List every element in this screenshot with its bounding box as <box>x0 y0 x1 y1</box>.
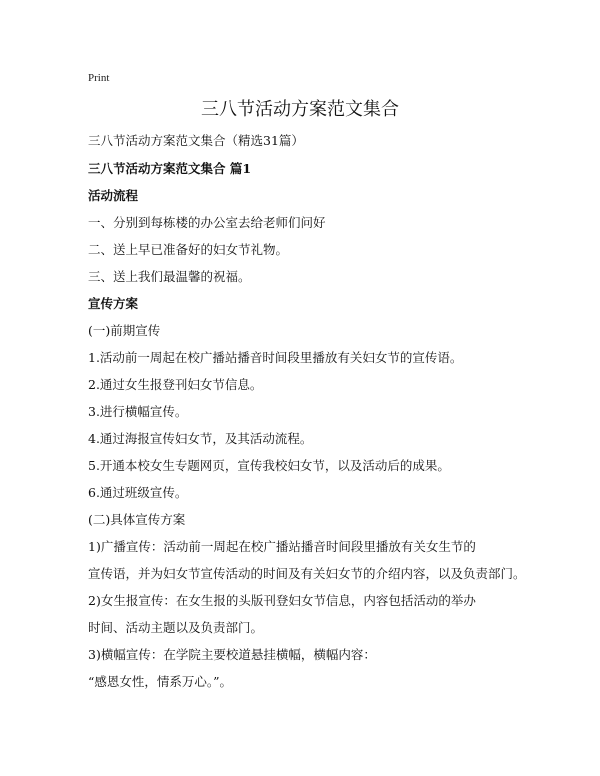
flow-item: 一、分别到每栋楼的办公室去给老师们问好 <box>88 215 326 230</box>
flow-heading: 活动流程 <box>88 188 139 203</box>
specific-promo-line: 3)横幅宣传：在学院主要校道悬挂横幅，横幅内容： <box>88 647 376 662</box>
print-label: Print <box>88 72 110 84</box>
flow-item: 三、送上我们最温馨的祝福。 <box>88 269 251 284</box>
specific-promo-line: 宣传语，并为妇女节宣传活动的时间及有关妇女节的介绍内容，以及负责部门。 <box>88 566 526 581</box>
pre-promo-item: 3.进行横幅宣传。 <box>88 404 188 419</box>
specific-promo-line: 时间、活动主题以及负责部门。 <box>88 620 264 635</box>
promo-heading: 宣传方案 <box>88 296 139 311</box>
specific-promo-line: “感恩女性，情系万心。”。 <box>88 674 233 689</box>
pre-promo-heading: (一)前期宣传 <box>88 323 161 338</box>
page-title: 三八节活动方案范文集合 <box>201 99 399 120</box>
flow-item: 二、送上早已准备好的妇女节礼物。 <box>88 242 289 257</box>
pre-promo-item: 5.开通本校女生专题网页，宣传我校妇女节，以及活动后的成果。 <box>88 458 450 473</box>
pre-promo-item: 4.通过海报宣传妇女节，及其活动流程。 <box>88 431 313 446</box>
specific-promo-heading: (二)具体宣传方案 <box>88 512 186 527</box>
pre-promo-item: 1.活动前一周起在校广播站播音时间段里播放有关妇女节的宣传语。 <box>88 350 463 365</box>
pre-promo-item: 6.通过班级宣传。 <box>88 485 188 500</box>
section-heading: 三八节活动方案范文集合 篇1 <box>88 161 252 176</box>
subtitle: 三八节活动方案范文集合（精选31篇） <box>88 133 304 148</box>
pre-promo-item: 2.通过女生报登刊妇女节信息。 <box>88 377 263 392</box>
specific-promo-line: 1)广播宣传：活动前一周起在校广播站播音时间段里播放有关女生节的 <box>88 539 476 554</box>
specific-promo-line: 2)女生报宣传：在女生报的头版刊登妇女节信息，内容包括活动的举办 <box>88 593 476 608</box>
